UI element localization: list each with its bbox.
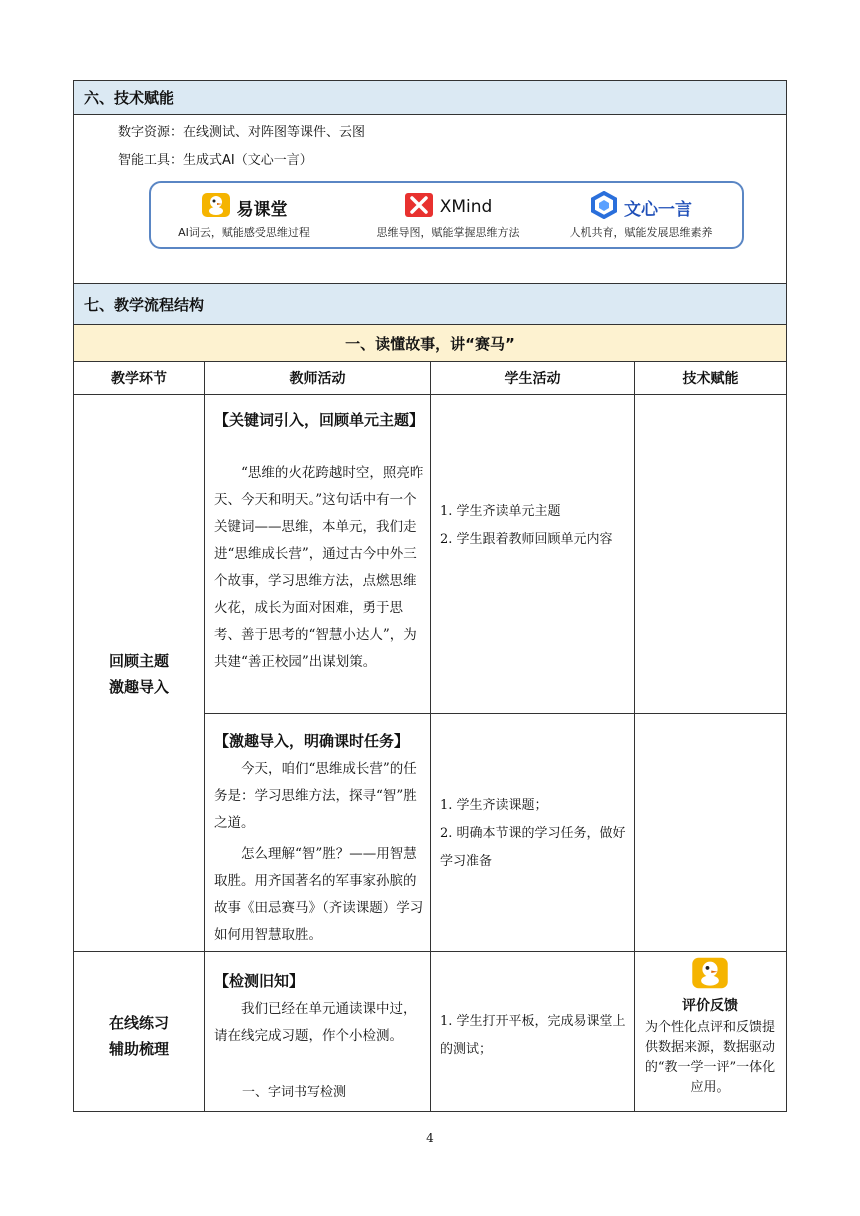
digital-resources-line [118, 121, 365, 140]
tool-name: XMind [439, 197, 493, 217]
section-7-title: 七、教学流程结构 [74, 284, 786, 325]
student-activity: 1. 学生齐读单元主题 2. 学生跟着教师回顾单元内容 [440, 504, 613, 547]
tool-xmind [363, 193, 533, 240]
tech-text: 为个性化点评和反馈提供数据来源，数据驱动的“教一学一评”一体化应用。 [644, 1020, 776, 1095]
tech-title: 评价反馈 [682, 998, 738, 1014]
tool-yiketang [159, 193, 329, 240]
column-divider [634, 362, 635, 1112]
column-header-teacher: 教师活动 [289, 371, 346, 387]
xmind-logo-icon [404, 192, 434, 222]
smart-tools-line [118, 149, 313, 168]
tool-caption: 人机共育，赋能发展思维素养 [569, 226, 713, 239]
column-divider [204, 362, 205, 1112]
tools-panel [149, 181, 744, 249]
tool-name: 文心一言 [624, 199, 692, 220]
row-divider [74, 951, 786, 952]
duck-mascot-icon [640, 956, 780, 990]
column-header-tech: 技术赋能 [682, 371, 739, 387]
column-header-phase: 教学环节 [111, 371, 167, 387]
activity-text: 今天，咱们“思维成长营”的任务是：学习思维方法，探寻“智”胜之道。 怎么理解“智”胜？——用智慧取胜。用齐国著名的军事家孙膑的故事《田忌赛马》（齐读课题）学习如何用智慧取胜。 [214, 761, 424, 943]
activity-heading: 【激趣导入，明确课时任务】 [214, 732, 410, 750]
stage-title: 一、读懂故事，讲“赛马” [74, 325, 786, 361]
student-activity: 1. 学生打开平板，完成易课堂上的测试； [440, 1014, 626, 1057]
tool-wenxin [551, 193, 731, 240]
phase-online-practice: 在线练习 辅助梳理 [108, 1014, 169, 1058]
activity-heading: 【检测旧知】 [214, 972, 305, 990]
tool-name: 易课堂 [236, 199, 288, 220]
student-activity: 1. 学生齐读课题； 2. 明确本节课的学习任务，做好学习准备 [440, 798, 626, 869]
resources-value: 在线测试、对阵图等课件、云图 [183, 125, 366, 140]
page-number: 4 [426, 1131, 434, 1145]
row-divider [205, 713, 786, 714]
resources-label: 数字资源： [118, 125, 184, 140]
tool-caption: AI词云，赋能感受思维过程 [178, 226, 310, 239]
duck-mascot-icon [201, 192, 231, 222]
activity-text: 我们已经在单元通读课中过，请在线完成习题，作个小检测。 [214, 1001, 417, 1044]
wenxin-logo-icon [590, 191, 618, 223]
column-divider [430, 362, 431, 1112]
tech-empowerment [640, 956, 780, 1098]
activity-heading: 【关键词引入，回顾单元主题】 [214, 411, 425, 429]
tool-caption: 思维导图，赋能掌握思维方法 [376, 226, 520, 239]
column-header-student: 学生活动 [504, 371, 561, 387]
activity-subheading: 一、字词书写检测 [242, 1085, 347, 1100]
phase-review-theme: 回顾主题 激趣导入 [108, 652, 169, 696]
tools-value: 生成式AI（文心一言） [183, 153, 313, 168]
activity-text: “思维的火花跨越时空，照亮昨天、今天和明天。”这句话中有一个关键词——思维，本单元，我们走进“思维成长营”，通过古今中外三个故事，学习思维方法，点燃思维火花，成长为面对困难，勇于思考、善于思考的“智慧小达人”，为共建“善正校园”出谋划策。 [214, 465, 424, 670]
tools-label: 智能工具： [118, 153, 184, 168]
section-6-title: 六、技术赋能 [74, 81, 786, 115]
